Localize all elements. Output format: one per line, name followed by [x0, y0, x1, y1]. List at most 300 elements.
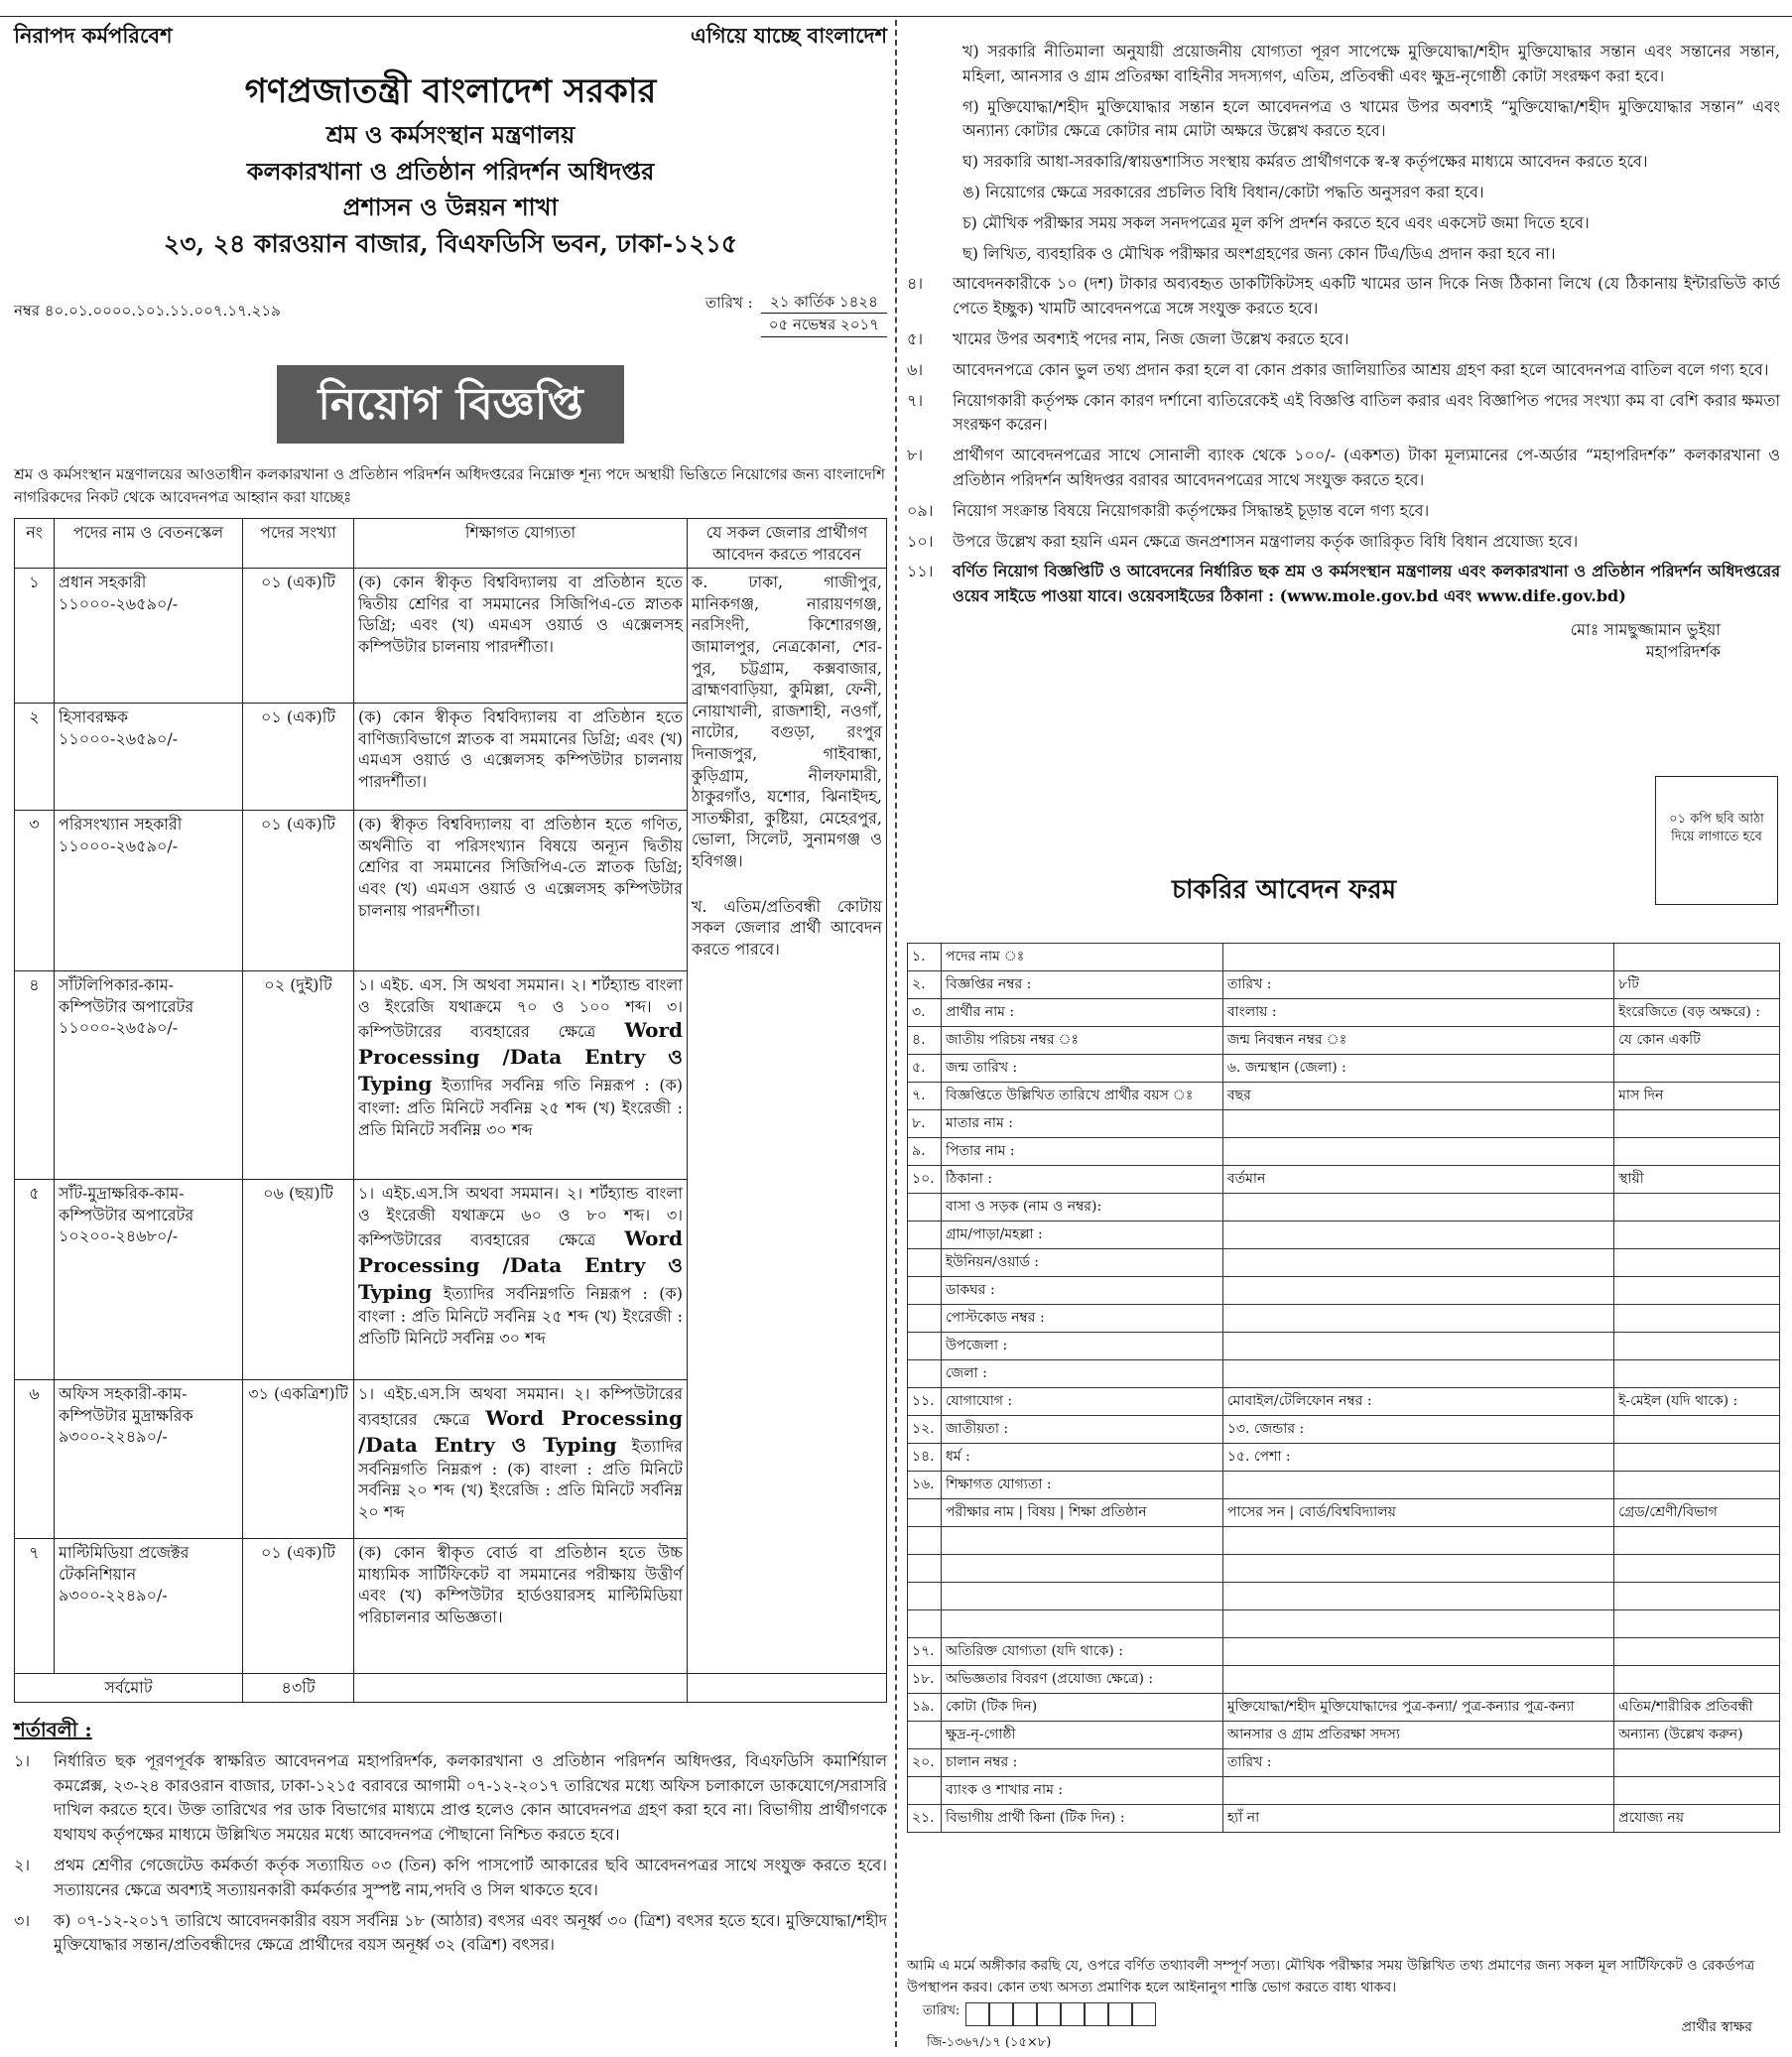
form-row-number [908, 1610, 942, 1638]
form-field-label[interactable] [942, 1527, 1223, 1555]
form-row-number: ১৯. [908, 1694, 942, 1722]
form-row [908, 1194, 1780, 1221]
applicant-signature-label: প্রার্থীর স্বাক্ষর [1681, 2019, 1752, 2035]
form-row-number [908, 1194, 942, 1221]
date-bangla: ২১ কার্তিক ১৪২৪ [761, 291, 887, 314]
masthead-slogans [14, 22, 887, 50]
form-row-number [908, 1499, 942, 1527]
term-text: প্রার্থীগণ আবেদনপত্রের সাথে সোনালী ব্যাংক থেকে ১০০/- (একশত) টাকা মূল্যমানের পে-অর্ডার “মহাপরিদর্শক” কলকারখানা ও প্রতিষ্ঠান পরিদর্শন অধিদপ্তর বরাবর আবেদনপত্রের সাথে সংযুক্ত করতে হবে। [953, 446, 1780, 489]
form-row [908, 1277, 1780, 1305]
term-text: প্রথম শ্রেণীর গেজেটেড কর্মকর্তা কর্তৃক সত্যায়িত ০৩ (তিন) কপি পাসপোর্ট আকারের ছবি আবেদনপত্রর সাথে সংযুক্ত করতে হবে। সত্যায়নের ক্ষেত্রে অবশ্যই সত্যায়নকারী কর্মকর্তার সুস্পষ্ট নাম,পদবি ও সিল থাকতে হবে। [54, 1856, 887, 1899]
vacancy-table [14, 518, 887, 1703]
form-field-tertiary: স্থায়ী [1614, 1166, 1780, 1194]
term-text: বর্ণিত নিয়োগ বিজ্ঞপ্তিটি ও আবেদনের নির্ধারিত ছক শ্রম ও কর্মসংস্থান মন্ত্রণালয় এবং কলকারখানা ও প্রতিষ্ঠান পরিদর্শন অধিদপ্তরের ওয়েব সাইডে পাওয়া যাবে। ওয়েবসাইডের ঠিকানা : (www.mole.gov.bd এবং www.dife.gov.bd) [953, 562, 1780, 606]
post-count: ৩১ (একত্রিশ)টি [243, 1380, 354, 1539]
term-subitem: ঘ) সরকারি আধা-সরকারি/স্বায়ত্তশাসিত সংস্থায় কর্মরত প্রার্থীগণকে স্ব-স্ব কর্তৃপক্ষের মাধ্যমে আবেদন করতে হবে। [962, 152, 1648, 172]
form-field-tertiary: অন্যান্য (উল্লেখ করুন) [1614, 1722, 1780, 1749]
form-field-tertiary: মাস দিন [1614, 1083, 1780, 1110]
form-field-tertiary[interactable] [1614, 944, 1780, 971]
form-field-secondary: তারিখ : [1222, 971, 1613, 999]
form-field-tertiary[interactable] [1614, 1138, 1780, 1166]
department-name: কলকারখানা ও প্রতিষ্ঠান পরিদর্শন অধিদপ্তর [246, 156, 655, 186]
form-field-secondary[interactable] [1222, 1194, 1613, 1221]
header-qualification: শিক্ষাগত যোগ্যতা [354, 519, 688, 569]
form-row-number [908, 1527, 942, 1555]
form-field-tertiary[interactable] [1614, 1416, 1780, 1444]
districts-quota-note: খ. এতিম/প্রতিবন্ধী কোটায় সকল জেলার প্রার্থী আবেদন করতে পারবে। [692, 896, 882, 959]
row-serial: ৩ [15, 811, 55, 971]
row-post [55, 1180, 243, 1380]
form-row-number [908, 1221, 942, 1249]
date-box-cell[interactable] [1085, 2002, 1108, 2026]
header-serial: নং [15, 519, 55, 569]
form-row [908, 1499, 1780, 1527]
application-form [907, 943, 1780, 1833]
post-name: মাল্টিমিডিয়া প্রজেক্টর টেকনিশিয়ান [59, 1543, 190, 1584]
form-field-tertiary[interactable] [1614, 1583, 1780, 1610]
form-row [908, 999, 1780, 1027]
pay-scale: ১১০০০-২৬৫৯০/- [59, 1018, 179, 1038]
post-name: পরিসংখ্যান সহকারী [59, 815, 183, 835]
form-field-label: পরীক্ষার নাম | বিষয় | শিক্ষা প্রতিষ্ঠান [942, 1499, 1223, 1527]
form-field-secondary[interactable] [1222, 1138, 1613, 1166]
row-serial: ৬ [15, 1380, 55, 1539]
row-serial: ৪ [15, 971, 55, 1180]
form-field-secondary: মোবাইল/টেলিফোন নম্বর : [1222, 1388, 1613, 1416]
post-name: সাঁটলিপিকার-কাম-কম্পিউটার অপারেটর [59, 975, 194, 1016]
form-field-label: ডাকঘর : [942, 1277, 1223, 1305]
form-row-number [908, 1333, 942, 1360]
form-row [908, 1610, 1780, 1638]
form-row [908, 1388, 1780, 1416]
date-box-cell[interactable] [1061, 2002, 1085, 2026]
date-box-cell[interactable] [1037, 2002, 1061, 2026]
form-field-tertiary[interactable] [1614, 1249, 1780, 1277]
date-box-cell[interactable] [989, 2002, 1013, 2026]
term-text: উপরে উল্লেখ করা হয়নি এমন ক্ষেত্রে জনপ্রশাসন মন্ত্রণালয় কর্তৃক জারিকৃত বিধি বিধান প্রযোজ্য হবে। [953, 531, 1579, 551]
term-number: ১০। [907, 531, 934, 551]
column-divider [895, 20, 897, 2047]
form-field-label: চালান নম্বর : [942, 1749, 1223, 1777]
form-field-label: অভিজ্ঞতার বিবরণ (প্রযোজ্য ক্ষেত্রে) : [942, 1666, 1223, 1694]
form-field-secondary: মুক্তিযোদ্ধা/শহীদ মুক্তিযোদ্ধাদের পুত্র-কন্যা/ পুত্র-কন্যার পুত্র-কন্যা [1222, 1694, 1613, 1722]
form-field-secondary[interactable] [1222, 1555, 1613, 1583]
form-row-number: ১২. [908, 1416, 942, 1444]
term-item [907, 560, 1780, 609]
form-field-secondary: হ্যাঁ না [1222, 1805, 1613, 1833]
post-count: ০৬ (ছয়)টি [243, 1180, 354, 1380]
form-field-secondary: তারিখ : [1222, 1749, 1613, 1777]
form-field-label: অতিরিক্ত যোগ্যতা (যদি থাকে) : [942, 1638, 1223, 1666]
form-field-secondary: পাসের সন | বোর্ড/বিশ্ববিদ্যালয় [1222, 1499, 1613, 1527]
date-english: ০৫ নভেম্বর ২০১৭ [761, 314, 887, 336]
form-field-tertiary[interactable] [1614, 1360, 1780, 1388]
form-field-secondary[interactable] [1222, 1333, 1613, 1360]
pay-scale: ৯৩০০-২২৪৯০/- [59, 1586, 168, 1606]
form-field-tertiary[interactable] [1614, 1277, 1780, 1305]
total-empty [354, 1674, 688, 1703]
form-row [908, 1027, 1780, 1055]
form-field-secondary[interactable] [1222, 1583, 1613, 1610]
form-field-tertiary[interactable] [1614, 1444, 1780, 1472]
form-field-tertiary: ৮টি [1614, 971, 1780, 999]
row-post [55, 704, 243, 811]
form-field-secondary: ১৩. জেন্ডার : [1222, 1416, 1613, 1444]
form-field-tertiary[interactable] [1614, 1638, 1780, 1666]
qualification [354, 1180, 688, 1380]
form-field-tertiary: যে কোন একটি [1614, 1027, 1780, 1055]
term-number: ০৯। [907, 500, 934, 520]
post-name: সাঁট-মুদ্রাক্ষরিক-কাম-কম্পিউটার অপারেটর [59, 1184, 194, 1224]
pay-scale: ১০২০০-২৪৬৮০/- [59, 1226, 179, 1246]
form-row-number [908, 1360, 942, 1388]
row-post [55, 1380, 243, 1539]
row-serial: ৭ [15, 1539, 55, 1674]
form-field-label: বিজ্ঞপ্তির নম্বর : [942, 971, 1223, 999]
term-item [14, 1749, 887, 1848]
form-field-label: প্রার্থীর নাম : [942, 999, 1223, 1027]
declaration: আমি এ মর্মে অঙ্গীকার করছি যে, ওপরে বর্ণিত তথ্যাবলী সম্পূর্ণ সত্য। মৌখিক পরীক্ষার সময় উল্লিখিত তথ্য প্রমাণের জন্য সকল মূল সার্টিফিকেট ও রেকর্ডপত্র উপস্থাপন করব। কোন তথ্য অসত্য প্রমাণিক হলে আইনানুগ শাস্তি ভোগ করতে বাধ্য থাকব। [907, 1958, 1755, 1996]
term-number: ৬। [907, 359, 924, 379]
form-row-number [908, 1249, 942, 1277]
form-field-label: পদের নাম ঃ [942, 944, 1223, 971]
branch-name: প্রশাসন ও উন্নয়ন শাখা [342, 193, 559, 222]
qualification-english: Word Processing /Data Entry ও Typing [358, 1405, 683, 1457]
form-row-number [908, 1555, 942, 1583]
districts-list: ক. ঢাকা, গাজীপুর, মানিকগঞ্জ, নারায়ণগঞ্জ, নরসিংদী, কিশোরগঞ্জ, জামালপুর, নেত্রকোনা, শের-পুর, চট্টগ্রাম, কক্সবাজার, ব্রাহ্মণবাড়িয়া, কুমিল্লা, ফেনী, নোয়াখালী, রাজশাহী, নওগাঁ, নাটোর, বগুড়া, রংপুর দিনাজপুর, গাইবান্ধা, কুড়িগ্রাম, নীলফামারী, ঠাকুরগাঁও, যশোর, ঝিনাইদহ, সাতক্ষীরা, কুষ্টিয়া, মেহেরপুর, ভোলা, সিলেট, সুনামগঞ্জ ও হবিগঞ্জ। [692, 573, 882, 870]
form-row [908, 1722, 1780, 1749]
memo-date [705, 291, 887, 337]
form-field-secondary: ৬. জন্মস্থান (জেলা) : [1222, 1055, 1613, 1083]
row-post [55, 569, 243, 704]
table-header-row [15, 519, 887, 569]
form-field-tertiary: এতিম/শারীরিক প্রতিবন্ধী [1614, 1694, 1780, 1722]
form-row [908, 1055, 1780, 1083]
form-row [908, 1333, 1780, 1360]
post-count: ০১ (এক)টি [243, 811, 354, 971]
form-row-number: ২. [908, 971, 942, 999]
qualification-speed: ইত্যাদির সর্বনিম্নগতি নিম্নরূপ : (ক) বাংলা : প্রতি মিনিটে সর্বনিম্ন ২৫ শব্দ (খ) ইংরেজী : প্রতিটি মিনিটে সর্বনিম্ন ৩০ শব্দ [358, 1284, 683, 1349]
form-row [908, 944, 1780, 971]
form-row-number: ১৭. [908, 1638, 942, 1666]
form-row-number: ৪. [908, 1027, 942, 1055]
form-field-secondary[interactable] [1222, 1305, 1613, 1333]
memo-line [14, 291, 887, 337]
form-field-label: পোস্টকোড নম্বর : [942, 1305, 1223, 1333]
term-subitem: খ) সরকারি নীতিমালা অনুযায়ী প্রয়োজনীয় যোগ্যতা পূরণ সাপেক্ষে মুক্তিযোদ্ধা/শহীদ মুক্তিযোদ্ধার সন্তান এবং সন্তানের সন্তান, মহিলা, আনসার ও গ্রাম প্রতিরক্ষা বাহিনীর সদস্যগণ, এতিম, প্রতিবন্ধী এবং ক্ষুদ্র-নৃগোষ্ঠী কোটা সংরক্ষণ করা হবে। [962, 42, 1780, 85]
term-item [907, 499, 1780, 524]
form-field-tertiary[interactable] [1614, 1555, 1780, 1583]
term-item [907, 444, 1780, 493]
form-field-label: ব্যাংক ও শাখার নাম : [942, 1777, 1223, 1805]
qualification-speed: ইত্যাদির সর্বনিম্ন গতি নিম্নরূপ : (ক) বাংলা: প্রতি মিনিটে সর্বনিম্ন ২৫ শব্দ (খ) ইংরেজী : প্রতি মিনিটে সর্বনিম্ন ৩০ শব্দ [358, 1076, 684, 1140]
form-row-number: ২১. [908, 1805, 942, 1833]
form-field-tertiary[interactable] [1614, 1527, 1780, 1555]
form-field-tertiary[interactable] [1614, 1749, 1780, 1777]
form-field-secondary[interactable] [1222, 1249, 1613, 1277]
form-field-secondary: জন্ম নিবন্ধন নম্বর ঃ [1222, 1027, 1613, 1055]
form-field-label[interactable] [942, 1555, 1223, 1583]
form-row [908, 1638, 1780, 1666]
row-post [55, 1539, 243, 1674]
form-row [908, 1805, 1780, 1833]
form-field-secondary[interactable] [1222, 1360, 1613, 1388]
form-row [908, 1472, 1780, 1499]
left-column [14, 22, 887, 1958]
post-count: ০১ (এক)টি [243, 569, 354, 704]
qualification: (ক) কোন স্বীকৃত বোর্ড বা প্রতিষ্ঠান হতে উচ্চ মাধ্যমিক সার্টিফিকেট বা সমমানের পরীক্ষায় উত্তীর্ণ এবং (খ) কম্পিউটার হার্ডওয়ারসহ মাল্টিমিডিয়া পরিচালনার অভিজ্ঞতা। [354, 1539, 688, 1674]
term-text: আবেদনকারীকে ১০ (দশ) টাকার অব্যবহৃত ডাকটিকিটসহ একটি খামের ডান দিকে নিজ ঠিকানা লিখে (যে ঠিকানায় ইন্টারভিউ কার্ড পেতে ইচ্ছুক) খামটি আবেদনপত্রে সঙ্গে সংযুক্ত করতে হবে। [953, 274, 1780, 319]
form-row-number [908, 1305, 942, 1333]
form-field-secondary: বাংলায় : [1222, 999, 1613, 1027]
form-field-label: জাতীয় পরিচয় নম্বর ঃ [942, 1027, 1223, 1055]
form-field-tertiary[interactable] [1614, 1666, 1780, 1694]
form-field-secondary: ১৫. পেশা : [1222, 1444, 1613, 1472]
form-field-tertiary: ইংরেজিতে (বড় অক্ষরে) : [1614, 999, 1780, 1027]
form-field-tertiary[interactable] [1614, 1055, 1780, 1083]
post-name: অফিস সহকারী-কাম-কম্পিউটার মুদ্রাক্ষরিক [59, 1384, 193, 1425]
eligible-districts [688, 569, 887, 1674]
form-row [908, 971, 1780, 999]
form-field-label[interactable] [942, 1610, 1223, 1638]
pay-scale: ১১০০০-২৬৫৯০/- [59, 728, 179, 748]
form-field-tertiary[interactable] [1614, 1333, 1780, 1360]
qualification [354, 1380, 688, 1539]
table-total-row [15, 1674, 887, 1703]
term-text: নিয়োগকারী কর্তৃপক্ষ কোন কারণ দর্শানো ব্যতিরেকেই এই বিজ্ঞপ্তি বাতিল করার এবং বিজ্ঞাপিত পদের সংখ্যা কম বা বেশি করার ক্ষমতা সংরক্ষণ করেন। [953, 390, 1780, 435]
qualification: (ক) কোন স্বীকৃত বিশ্ববিদ্যালয় বা প্রতিষ্ঠান হতে দ্বিতীয় শ্রেণির বা সমমানের সিজিপিএ-তে স্নাতক ডিগ্রি; এবং (খ) এমএস ওয়ার্ড ও এক্সেলসহ কম্পিউটার চালনায় পারদর্শীতা। [354, 569, 688, 704]
form-field-secondary[interactable] [1222, 944, 1613, 971]
form-field-tertiary[interactable] [1614, 1472, 1780, 1499]
form-row [908, 1555, 1780, 1583]
form-row-number: ৯. [908, 1138, 942, 1166]
form-row [908, 1249, 1780, 1277]
date-label: তারিখ : [704, 294, 753, 313]
term-number: ৭। [907, 390, 924, 410]
term-text: ক) ০৭-১২-২০১৭ তারিখে আবেদনকারীর বয়স সর্বনিম্ন ১৮ (আঠার) বৎসর এবং অনূর্ধ্ব ৩০ (ত্রিশ) বৎসর হতে হবে। মুক্তিযোদ্ধা/শহীদ মুক্তিযোদ্ধার সন্তান/প্রতিবন্ধীদের ক্ষেত্রে প্রার্থীদের বয়স অনূর্ধ্ব ৩২ (বত্রিশ) বৎসর। [54, 1910, 887, 1955]
term-subitem: চ) মৌখিক পরীক্ষার সময় সকল সনদপত্রের মূল কপি প্রদর্শন করতে হবে এবং একসেট জমা দিতে হবে। [962, 212, 1590, 232]
notice-banner: নিয়োগ বিজ্ঞপ্তি [277, 365, 624, 444]
date-boxes [923, 2002, 1156, 2026]
form-row-number: ১৬. [908, 1472, 942, 1499]
term-item [907, 272, 1780, 321]
ministry-name: শ্রম ও কর্মসংস্থান মন্ত্রণালয় [325, 120, 576, 150]
right-column [907, 40, 1780, 662]
form-row-number: ১০. [908, 1166, 942, 1194]
date-box-cell[interactable] [1132, 2002, 1156, 2026]
terms-title: শর্তাবলী : [14, 1717, 92, 1741]
form-row [908, 1221, 1780, 1249]
form-row-number: ১৮. [908, 1666, 942, 1694]
signatory-title: মহাপরিদর্শক [1645, 641, 1721, 661]
form-row [908, 1110, 1780, 1138]
form-field-label: পিতার নাম : [942, 1138, 1223, 1166]
intro-paragraph: শ্রম ও কর্মসংস্থান মন্ত্রণালয়ের আওতাধীন কলকারখানা ও প্রতিষ্ঠান পরিদর্শন অধিদপ্তরের নিম্নোক্ত শূন্য পদে অস্থায়ী ভিত্তিতে নিয়োগের জন্য বাংলাদেশি নাগরিকদের নিকট থেকে আবেদনপত্র আহ্বান করা যাচ্ছেঃ [14, 465, 885, 506]
form-field-label: উপজেলা : [942, 1333, 1223, 1360]
form-field-label: জন্ম তারিখ : [942, 1055, 1223, 1083]
form-field-secondary[interactable] [1222, 1777, 1613, 1805]
form-field-label: কোটা (টিক দিন) [942, 1694, 1223, 1722]
term-text: আবেদনপত্রে কোন ভুল তথ্য প্রদান করা হলে বা কোন প্রকার জালিয়াতির আশ্রয় গ্রহণ করা হলে আবেদনপত্র বাতিল বলে গণ্য হবে। [953, 359, 1769, 379]
date-box-cell[interactable] [965, 2002, 989, 2026]
form-row [908, 1583, 1780, 1610]
form-row [908, 1666, 1780, 1694]
form-field-tertiary: ই-মেইল (যদি থাকে) : [1614, 1388, 1780, 1416]
form-row [908, 1083, 1780, 1110]
form-field-secondary[interactable] [1222, 1221, 1613, 1249]
memo-number: নম্বর ৪০.০১.০০০০.১০১.১১.০০৭.১৭.২১৯ [14, 302, 281, 321]
qualification-text: ১। এইচ. এস. সি অথবা সমমান। ২। শর্টহ্যান্ড বাংলা ও ইংরেজি যথাক্রমে ৭০ ও ১০০ শব্দ। ৩। কম্পিউটারের ব্যবহারের ক্ষেত্রে [358, 975, 683, 1042]
qualification-speed: ইত্যাদির সর্বনিম্নগতি নিম্নরূপ : (ক) বাংলা : প্রতি মিনিটে সর্বনিম্ন ২০ শব্দ (খ) ইংরেজি : প্রতি মিনিটে সর্বনিম্ন ২০ শব্দ [358, 1436, 683, 1522]
form-field-secondary[interactable] [1222, 1277, 1613, 1305]
qualification-text: ১। এইচ.এস.সি অথবা সমমান। ২। কম্পিউটারের ব্যবহারের ক্ষেত্রে [358, 1384, 683, 1429]
term-item [907, 389, 1780, 439]
term-number: ১১। [907, 562, 934, 581]
form-field-tertiary[interactable] [1614, 1610, 1780, 1638]
date-box-cell[interactable] [1013, 2002, 1037, 2026]
header-post: পদের নাম ও বেতনস্কেল [55, 519, 243, 569]
pay-scale: ১১০০০-২৬৫৯০/- [59, 836, 179, 855]
form-row-number: ১৪. [908, 1444, 942, 1472]
form-field-secondary[interactable] [1222, 1472, 1613, 1499]
qualification-text: ১। এইচ.এস.সি অথবা সমমান। ২। শর্টহ্যান্ড বাংলা ও ইংরেজী যথাক্রমে ৬০ ও ৮০ শব্দ। ৩। কম্পিউটারের ব্যবহারের ক্ষেত্রে [358, 1184, 683, 1250]
form-field-secondary[interactable] [1222, 1110, 1613, 1138]
row-serial: ৫ [15, 1180, 55, 1380]
form-row [908, 1166, 1780, 1194]
post-count: ০১ (এক)টি [243, 1539, 354, 1674]
post-count: ০২ (দুই)টি [243, 971, 354, 1180]
term-number: ৪। [907, 274, 924, 294]
term-item [14, 1854, 887, 1903]
term-number: ৫। [907, 328, 924, 348]
qualification-english: Word Processing /Data Entry ও Typing [358, 1018, 684, 1096]
form-row-number: ১১. [908, 1388, 942, 1416]
term-number: ৩। [14, 1910, 31, 1930]
table-row [15, 569, 887, 704]
form-title: চাকরির আবেদন ফরম [1171, 875, 1397, 905]
term-subitem: ছ) লিখিত, ব্যবহারিক ও মৌখিক পরীক্ষার অংশগ্রহণের জন্য কোন টিএ/ডিএ প্রদান করা হবে না। [962, 243, 1556, 263]
form-row [908, 1444, 1780, 1472]
term-subitem: ঙ) নিয়োগের ক্ষেত্রে সরকারের প্রচলিত বিধি বিধান/কোটা পদ্ধতি অনুসরণ করা হবে। [962, 182, 1484, 201]
signatory-name: মোঃ সামছুজ্জামান ভুইয়া [1570, 619, 1721, 639]
form-row-number [908, 1722, 942, 1749]
form-row-number: ৭. [908, 1083, 942, 1110]
form-field-tertiary[interactable] [1614, 1194, 1780, 1221]
date-box-label: তারিখ: [923, 2003, 960, 2018]
post-count: ০১ (এক)টি [243, 704, 354, 811]
form-row-number [908, 1583, 942, 1610]
form-field-secondary[interactable] [1222, 1610, 1613, 1638]
term-subitem: গ) মুক্তিযোদ্ধা/শহীদ মুক্তিযোদ্ধার সন্তান হলে আবেদনপত্র ও খামের উপর অবশ্যই “মুক্তিযোদ্ধা/শহীদ মুক্তিযোদ্ধার সন্তান” এবং অন্যান্য কোটার ক্ষেত্রে কোটার নাম মোটা অক্ষরে উল্লেখ করতে হবে। [962, 96, 1780, 141]
form-row [908, 1360, 1780, 1388]
term-item [907, 358, 1780, 383]
term-number: ৮। [907, 446, 924, 465]
form-field-label: শিক্ষাগত যোগ্যতা : [942, 1472, 1223, 1499]
form-field-label: ক্ষুদ্র-নৃ-গোষ্ঠী [942, 1722, 1223, 1749]
form-field-tertiary[interactable] [1614, 1110, 1780, 1138]
term-item [907, 327, 1780, 352]
left-slogan: নিরাপদ কর্মপরিবেশ [14, 23, 173, 48]
form-row [908, 1527, 1780, 1555]
form-row-number: ৮. [908, 1110, 942, 1138]
form-field-label: যোগাযোগ : [942, 1388, 1223, 1416]
term-number: ২। [14, 1856, 31, 1875]
form-field-label: বিভাগীয় প্রার্থী কিনা (টিক দিন) : [942, 1805, 1223, 1833]
term-item [14, 1909, 887, 1959]
form-row [908, 1694, 1780, 1722]
form-field-tertiary: গ্রেড/শ্রেণী/বিভাগ [1614, 1499, 1780, 1527]
form-row-number: ৫. [908, 1055, 942, 1083]
signature-block [907, 619, 1721, 662]
row-post [55, 971, 243, 1180]
total-label: সর্বমোট [15, 1674, 243, 1703]
qualification: (ক) কোন স্বীকৃত বিশ্ববিদ্যালয় বা প্রতিষ্ঠান হতে বাণিজ্যবিভাগে স্নাতক বা সমমানের ডিগ্রি; এবং (খ) এমএস ওয়ার্ড ও এক্সেলসহ কম্পিউটার চালনায় পারদর্শীতা। [354, 704, 688, 811]
form-field-label: জাতীয়তা : [942, 1416, 1223, 1444]
photo-box: ০১ কপি ছবি আঠা দিয়ে লাগাতে হবে [1655, 776, 1778, 905]
form-field-label: বাসা ও সড়ক (নাম ও নম্বর): [942, 1194, 1223, 1221]
header-districts: যে সকল জেলার প্রার্থীগণ আবেদন করতে পারবেন [688, 519, 887, 569]
form-field-tertiary[interactable] [1614, 1777, 1780, 1805]
form-field-secondary: বর্তমান [1222, 1166, 1613, 1194]
term-text: নির্ধারিত ছক পূরণপূর্বক স্বাক্ষরিত আবেদনপত্র মহাপরিদর্শক, কলকারখানা ও প্রতিষ্ঠান পরিদর্শন অধিদপ্তর, বিএফডিসি কমার্শিয়াল কমপ্লেক্স, ২৩-২৪ কারওরান বাজার, ঢাকা-১২১৫ বরাবরে আগামী ০৭-১২-২০১৭ তারিখের মধ্যে অফিস চলাকালে ডাকযোগে/সরাসরি দাখিল করতে হবে। উক্ত তারিখের পর ডাক বিভাগের মাধ্যমে প্রাপ্ত হলেও কোন আবেদনপত্র গ্রহণ করা হবে না। বিভাগীয় প্রার্থীগণকে যথাযথ কর্তৃপক্ষের মাধ্যমে উল্লিখিত সময়ের মধ্যে আবেদনপত্র পৌছানো নিশ্চিত করতে হবে। [54, 1750, 887, 1845]
form-field-label: গ্রাম/পাড়া/মহল্লা : [942, 1221, 1223, 1249]
form-field-secondary: আনসার ও গ্রাম প্রতিরক্ষা সদস্য [1222, 1722, 1613, 1749]
form-row-number [908, 1777, 942, 1805]
post-name: হিসাবরক্ষক [59, 707, 129, 727]
government-title: গণপ্রজাতন্ত্রী বাংলাদেশ সরকার [244, 71, 657, 112]
form-field-secondary[interactable] [1222, 1666, 1613, 1694]
form-field-label: ঠিকানা : [942, 1166, 1223, 1194]
form-row-number [908, 1277, 942, 1305]
form-field-tertiary[interactable] [1614, 1221, 1780, 1249]
date-box-cell[interactable] [1108, 2002, 1132, 2026]
post-name: প্রধান সহকারী [59, 573, 147, 592]
form-field-tertiary[interactable] [1614, 1305, 1780, 1333]
form-field-label: বিজ্ঞপ্তিতে উল্লিখিত তারিখে প্রার্থীর বয়স ঃ [942, 1083, 1223, 1110]
form-field-label[interactable] [942, 1583, 1223, 1610]
form-row [908, 1777, 1780, 1805]
form-field-tertiary: প্রযোজ্য নয় [1614, 1805, 1780, 1833]
row-serial: ২ [15, 704, 55, 811]
row-serial: ১ [15, 569, 55, 704]
term-text: নিয়োগ সংক্রান্ত বিষয়ে নিয়োগকারী কর্তৃপক্ষের সিদ্ধান্তই চূড়ান্ত বলে গণ্য হবে। [953, 500, 1430, 520]
qualification-english: Word Processing /Data Entry ও Typing [358, 1226, 684, 1305]
form-row [908, 1305, 1780, 1333]
form-field-label: জেলা : [942, 1360, 1223, 1388]
form-field-secondary[interactable] [1222, 1638, 1613, 1666]
footer-code: জি-১৩৬৭/১৭ (১৫×৮) [927, 2035, 1052, 2050]
form-row-number: ১. [908, 944, 942, 971]
top-rule [0, 16, 1792, 17]
form-row [908, 1749, 1780, 1777]
form-row [908, 1138, 1780, 1166]
total-empty [688, 1674, 887, 1703]
form-row [908, 1416, 1780, 1444]
form-field-label: ইউনিয়ন/ওয়ার্ড : [942, 1249, 1223, 1277]
form-field-label: ধর্ম : [942, 1444, 1223, 1472]
term-number: ১। [14, 1750, 31, 1770]
form-row-number: ৩. [908, 999, 942, 1027]
right-slogan: এগিয়ে যাচ্ছে বাংলাদেশ [690, 23, 887, 48]
form-field-secondary[interactable] [1222, 1527, 1613, 1555]
pay-scale: ১১০০০-২৬৫৯০/- [59, 593, 179, 613]
total-value: ৪৩টি [243, 1674, 354, 1703]
qualification [354, 971, 688, 1180]
term-text: খামের উপর অবশ্যই পদের নাম, নিজ জেলা উল্লেখ করতে হবে। [953, 328, 1349, 348]
row-post [55, 811, 243, 971]
pay-scale: ৯৩০০-২২৪৯০/- [59, 1427, 168, 1447]
form-field-secondary: বছর [1222, 1083, 1613, 1110]
